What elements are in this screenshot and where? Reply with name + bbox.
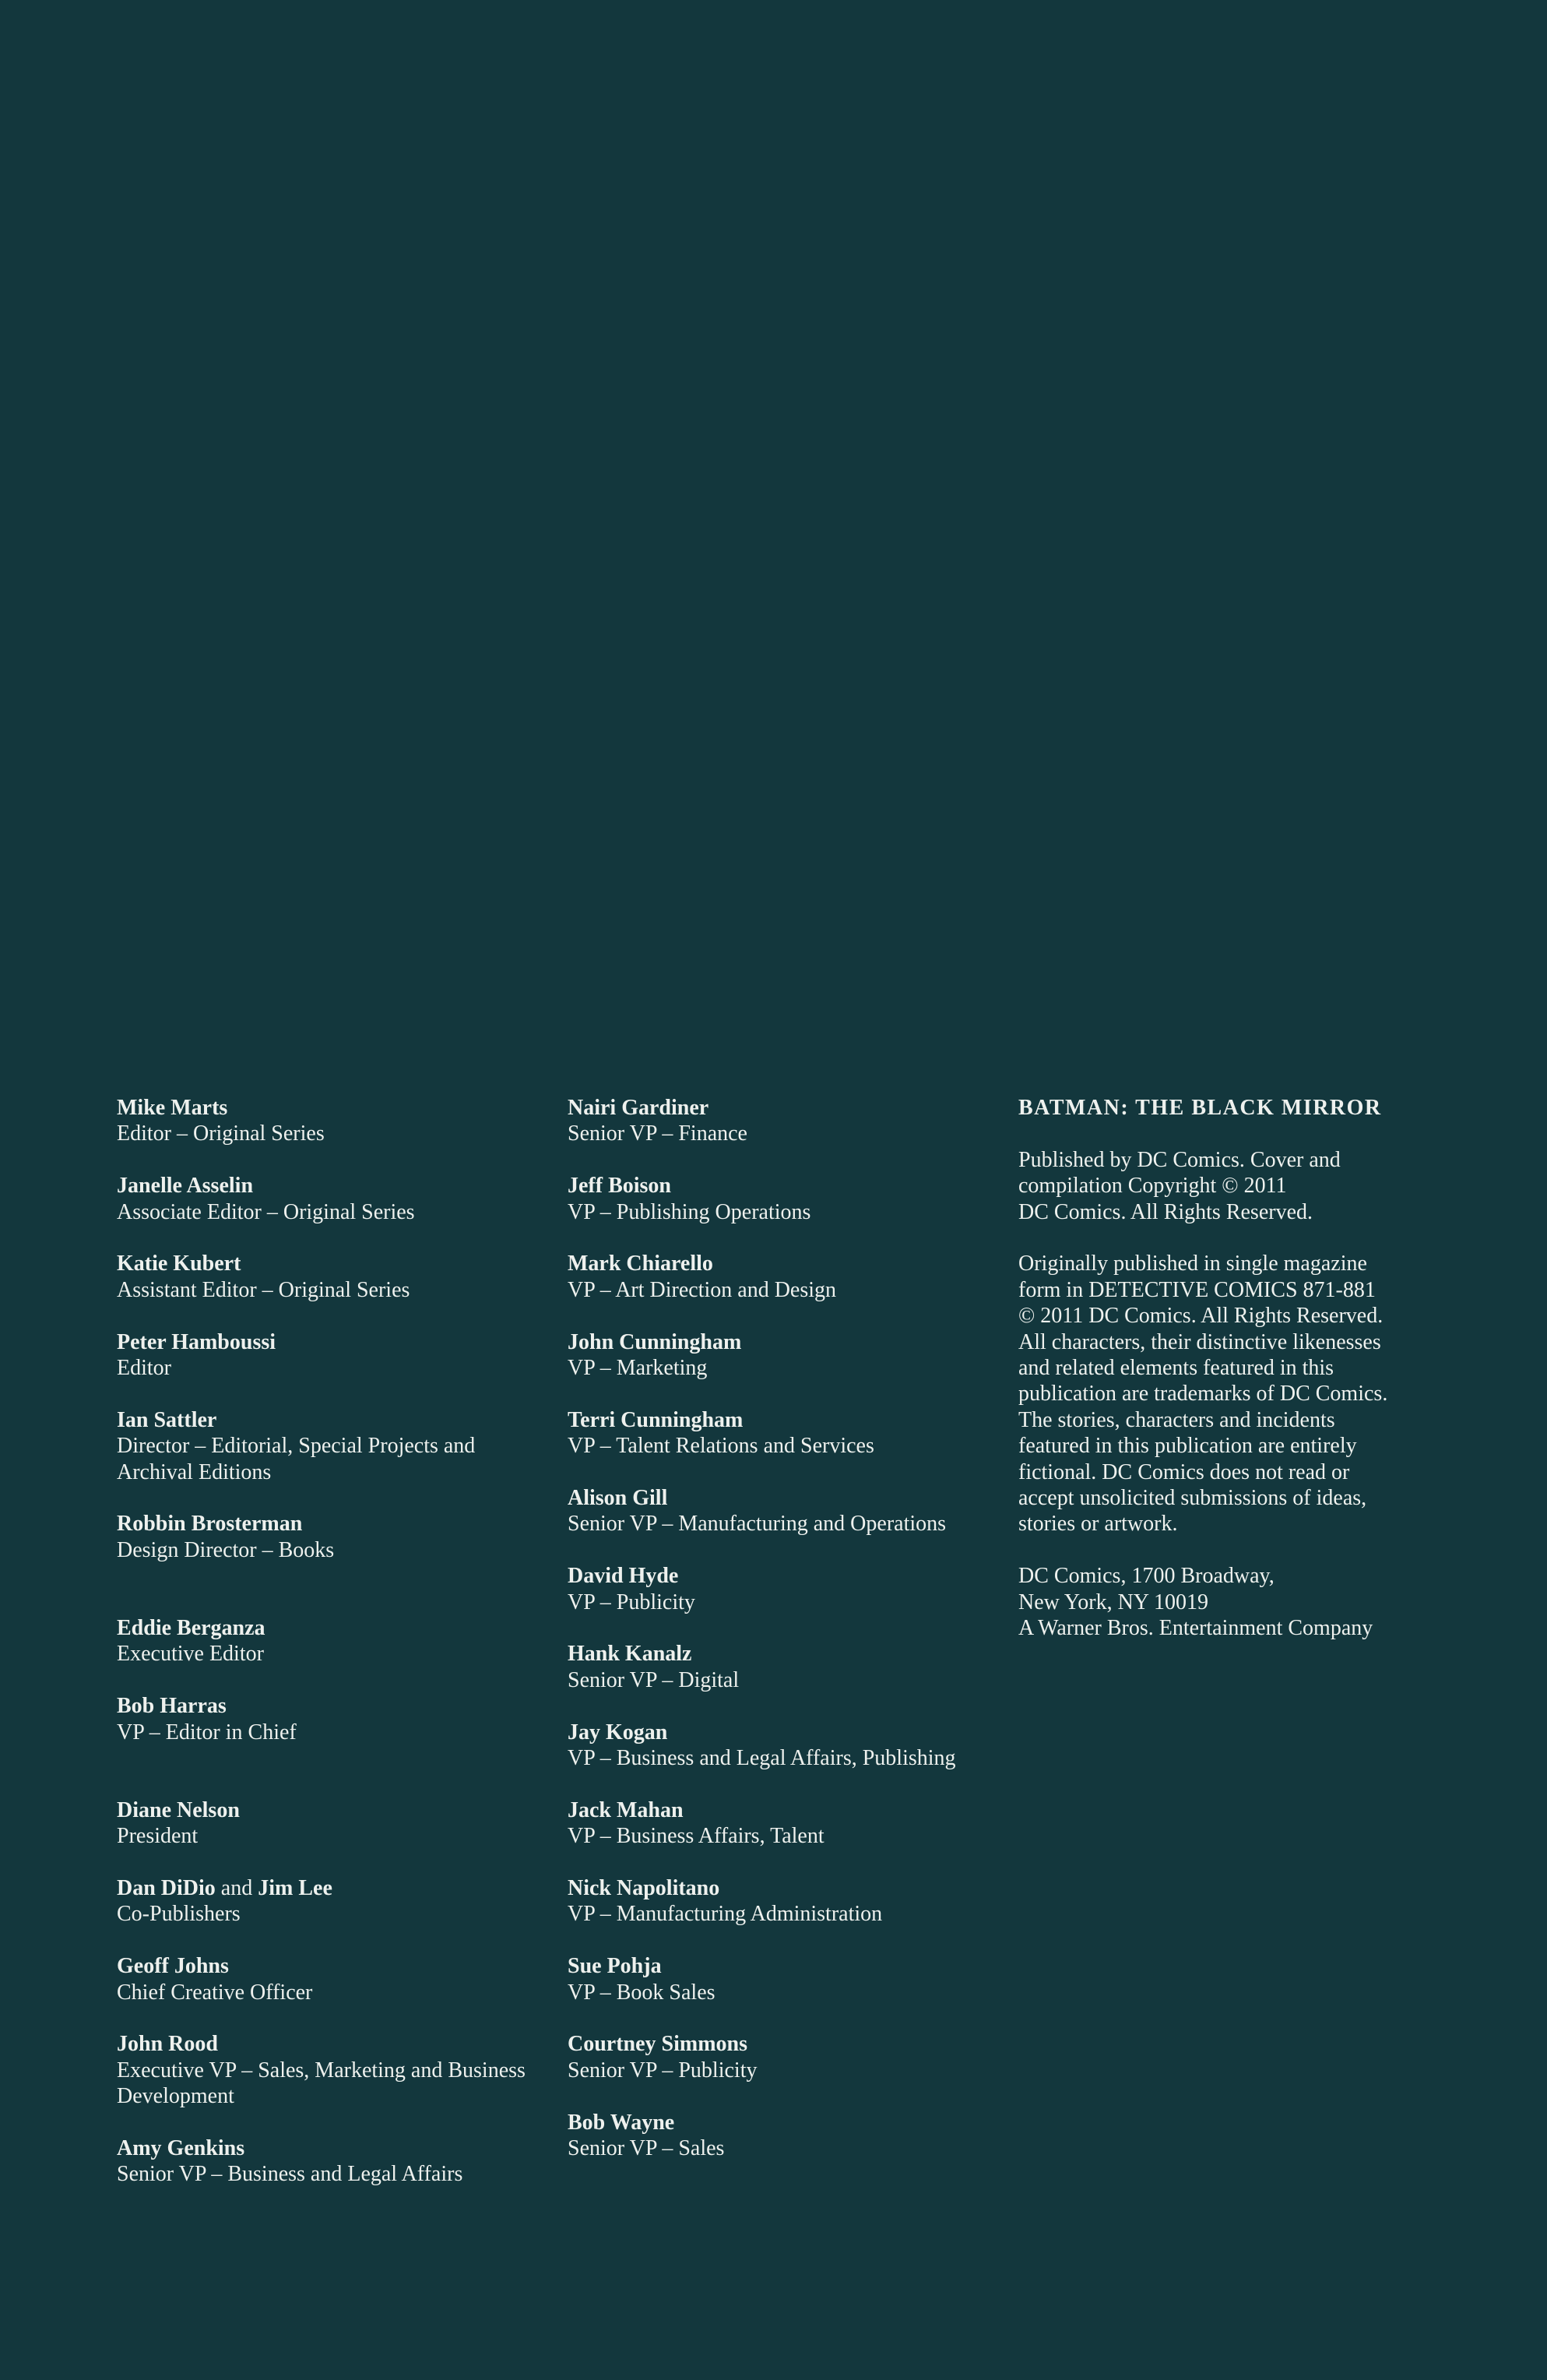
credit-role: Senior VP – Manufacturing and Operations xyxy=(568,1512,947,1537)
credits-column-2 xyxy=(568,1095,1004,2188)
credit-name: Jack Mahan xyxy=(568,1797,684,1822)
credit-entry xyxy=(568,1875,1004,1928)
credit-role: Executive Editor xyxy=(117,1642,264,1667)
credit-name: Eddie Berganza xyxy=(117,1616,265,1641)
credit-role: Executive VP – Sales, Marketing and Business Development xyxy=(117,2058,526,2109)
credit-role: President xyxy=(117,1824,199,1849)
credit-entry xyxy=(117,1095,541,1147)
credit-name: Jay Kogan xyxy=(568,1720,668,1745)
credit-name-joiner: and xyxy=(220,1876,253,1901)
credit-name: John Cunningham xyxy=(568,1329,742,1354)
credit-name: Diane Nelson xyxy=(117,1797,240,1822)
credit-entry xyxy=(117,1693,541,1745)
credit-entry xyxy=(117,1797,541,1850)
credit-role: VP – Book Sales xyxy=(568,1980,715,2005)
credit-role: VP – Marketing xyxy=(568,1356,708,1381)
credit-entry xyxy=(568,1641,1004,1693)
credit-name-pair xyxy=(117,1875,541,1901)
credit-role: VP – Editor in Chief xyxy=(117,1720,297,1745)
credit-role: VP – Business Affairs, Talent xyxy=(568,1824,824,1849)
text-line: A Warner Bros. Entertainment Company xyxy=(1018,1616,1373,1641)
credit-role: Senior VP – Digital xyxy=(568,1667,740,1692)
credit-role: VP – Art Direction and Design xyxy=(568,1277,837,1302)
credit-name: Ian Sattler xyxy=(117,1407,217,1432)
credit-role: Design Director – Books xyxy=(117,1537,335,1562)
credit-role: Chief Creative Officer xyxy=(117,1980,313,2005)
credit-entry xyxy=(117,2135,541,2188)
text-line: © 2011 DC Comics. All Rights Reserved. xyxy=(1018,1304,1384,1329)
credit-name: Hank Kanalz xyxy=(568,1642,692,1667)
credit-entry xyxy=(117,1511,541,1563)
credit-role: VP – Manufacturing Administration xyxy=(568,1902,883,1927)
credit-entry xyxy=(568,1173,1004,1225)
credit-entry xyxy=(117,1615,541,1667)
credit-entry xyxy=(117,1407,541,1485)
credit-role: Co-Publishers xyxy=(117,1902,241,1927)
credit-entry xyxy=(568,1797,1004,1850)
credit-entry xyxy=(117,1173,541,1225)
credit-name: Peter Hamboussi xyxy=(117,1329,276,1354)
credit-role: Director – Editorial, Special Projects and Archival Editions xyxy=(117,1434,476,1484)
credit-role: VP – Publicity xyxy=(568,1590,695,1614)
credit-role: Senior VP – Publicity xyxy=(568,2058,758,2082)
credit-role: VP – Business and Legal Affairs, Publishing xyxy=(568,1746,956,1771)
book-title: BATMAN: THE BLACK MIRROR xyxy=(1018,1096,1382,1120)
address-paragraph xyxy=(1018,1563,1454,1641)
text-line: publication are trademarks of DC Comics. xyxy=(1018,1382,1388,1407)
text-line: form in DETECTIVE COMICS 871-881 xyxy=(1018,1277,1376,1302)
credit-entry xyxy=(117,2031,541,2109)
credit-entry xyxy=(117,1329,541,1382)
text-line: compilation Copyright © 2011 xyxy=(1018,1174,1287,1199)
credit-name: Jeff Boison xyxy=(568,1174,671,1199)
credit-entry xyxy=(568,1407,1004,1459)
credit-name: John Rood xyxy=(117,2032,218,2057)
credit-name: Janelle Asselin xyxy=(117,1174,254,1199)
publication-info-column xyxy=(1018,1095,1454,1667)
credit-name: Geoff Johns xyxy=(117,1954,229,1979)
credit-name: Robbin Brosterman xyxy=(117,1512,303,1537)
credit-role: VP – Talent Relations and Services xyxy=(568,1434,874,1459)
credit-entry xyxy=(117,1251,541,1303)
credit-role: Editor – Original Series xyxy=(117,1121,325,1146)
credit-entry xyxy=(568,1953,1004,2005)
text-line: New York, NY 10019 xyxy=(1018,1590,1208,1614)
credit-entry xyxy=(568,1720,1004,1772)
credit-entry xyxy=(568,2110,1004,2162)
copyright-paragraph xyxy=(1018,1147,1454,1225)
credit-role: Assistant Editor – Original Series xyxy=(117,1277,410,1302)
credit-name: David Hyde xyxy=(568,1564,679,1589)
credit-name: Terri Cunningham xyxy=(568,1407,744,1432)
credit-name: Dan DiDio xyxy=(117,1876,216,1901)
credit-role: Associate Editor – Original Series xyxy=(117,1199,415,1224)
credit-role: Senior VP – Business and Legal Affairs xyxy=(117,2162,463,2187)
credit-name: Katie Kubert xyxy=(117,1252,241,1276)
credit-entry xyxy=(568,1485,1004,1537)
text-line: All characters, their distinctive likenesses xyxy=(1018,1329,1381,1354)
credit-role: Senior VP – Sales xyxy=(568,2136,725,2161)
text-line: DC Comics. All Rights Reserved. xyxy=(1018,1199,1313,1224)
credit-name: Bob Wayne xyxy=(568,2110,675,2135)
text-line: The stories, characters and incidents xyxy=(1018,1407,1335,1432)
credit-entry xyxy=(568,2031,1004,2083)
credit-name: Sue Pohja xyxy=(568,1954,662,1979)
text-line: Originally published in single magazine xyxy=(1018,1252,1367,1276)
credit-name: Nick Napolitano xyxy=(568,1876,720,1901)
text-line: and related elements featured in this xyxy=(1018,1356,1334,1381)
credit-role: VP – Publishing Operations xyxy=(568,1199,811,1224)
credit-role: Senior VP – Finance xyxy=(568,1121,747,1146)
text-line: stories or artwork. xyxy=(1018,1512,1178,1537)
credit-name: Amy Genkins xyxy=(117,2136,245,2161)
credit-entry xyxy=(568,1563,1004,1615)
legal-paragraph xyxy=(1018,1251,1454,1537)
text-line: accept unsolicited submissions of ideas, xyxy=(1018,1486,1367,1511)
credit-name: Alison Gill xyxy=(568,1486,668,1511)
credit-entry xyxy=(568,1095,1004,1147)
credit-entry xyxy=(568,1329,1004,1382)
credit-name: Mike Marts xyxy=(117,1096,228,1120)
credit-name: Bob Harras xyxy=(117,1694,227,1719)
text-line: Published by DC Comics. Cover and xyxy=(1018,1147,1341,1172)
credit-name: Nairi Gardiner xyxy=(568,1096,709,1120)
credit-entry xyxy=(117,1953,541,2005)
credit-name: Mark Chiarello xyxy=(568,1252,713,1276)
credits-column-1 xyxy=(117,1095,541,2213)
text-line: fictional. DC Comics does not read or xyxy=(1018,1459,1350,1484)
text-line: DC Comics, 1700 Broadway, xyxy=(1018,1564,1275,1589)
text-line: featured in this publication are entirely xyxy=(1018,1434,1357,1459)
credit-role: Editor xyxy=(117,1356,171,1381)
credit-entry xyxy=(568,1251,1004,1303)
credit-entry xyxy=(117,1875,541,1928)
credit-name-second: Jim Lee xyxy=(258,1876,332,1901)
credit-name: Courtney Simmons xyxy=(568,2032,748,2057)
